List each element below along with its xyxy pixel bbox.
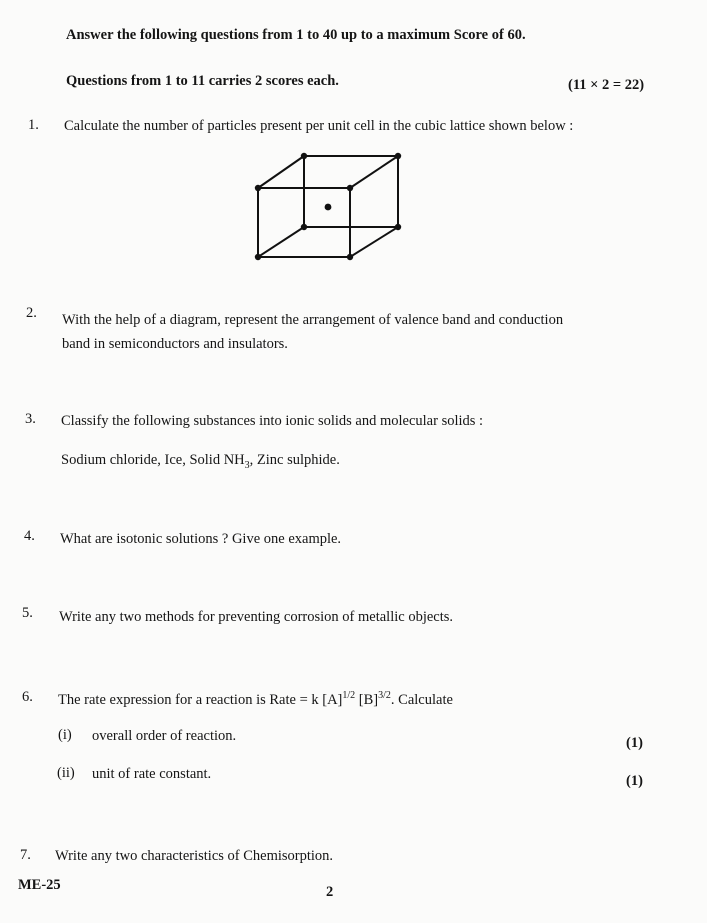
part-score-i: (1) <box>626 735 643 751</box>
page-number: 2 <box>326 884 334 900</box>
section-score: (11 × 2 = 22) <box>568 77 645 93</box>
question-3-line-2-start: Sodium chloride, Ice, Solid NH <box>61 452 245 468</box>
question-number-5: 5. <box>22 605 33 621</box>
question-number-7: 7. <box>20 847 31 863</box>
part-label-ii: (ii) <box>57 765 75 781</box>
question-number-2: 2. <box>26 305 37 321</box>
question-4-text: What are isotonic solutions ? Give one example. <box>60 531 342 547</box>
question-number-1: 1. <box>28 117 39 133</box>
question-1-text: Calculate the number of particles present per unit cell in the cubic lattice shown below : <box>64 118 574 134</box>
paper-code: ME-25 <box>18 877 61 893</box>
question-3-line-2 <box>61 452 340 471</box>
question-6-text <box>58 690 453 709</box>
part-score-ii: (1) <box>626 773 643 789</box>
question-6-text-start: The rate expression for a reaction is Rate = k [A] <box>58 691 343 708</box>
question-number-3: 3. <box>25 411 36 427</box>
exponent-b: 3/2 <box>378 690 391 701</box>
question-number-6: 6. <box>22 689 33 705</box>
question-3-line-2-end: , Zinc sulphide. <box>249 452 340 468</box>
question-7-text: Write any two characteristics of Chemisorption. <box>55 848 334 864</box>
question-5-text: Write any two methods for preventing corrosion of metallic objects. <box>59 609 454 625</box>
exponent-a: 1/2 <box>342 690 356 701</box>
instruction-heading: Answer the following questions from 1 to 40 up to a maximum Score of 60. <box>66 27 526 43</box>
question-3-line-1: Classify the following substances into ionic solids and molecular solids : <box>61 413 484 429</box>
question-2-line-2: band in semiconductors and insulators. <box>62 336 288 352</box>
section-heading: Questions from 1 to 11 carries 2 scores each. <box>66 73 339 89</box>
question-6-text-mid: [B] <box>355 691 379 708</box>
body-centre-point <box>325 204 332 211</box>
question-number-4: 4. <box>24 528 35 544</box>
part-text-i: overall order of reaction. <box>92 728 237 744</box>
body-centred-cube-diagram <box>250 152 410 264</box>
part-text-ii: unit of rate constant. <box>92 766 212 782</box>
question-2-line-1: With the help of a diagram, represent the arrangement of valence band and conduction <box>62 312 564 328</box>
part-label-i: (i) <box>58 727 72 743</box>
nh3-subscript: 3 <box>244 459 250 471</box>
question-6-text-end: . Calculate <box>390 691 453 708</box>
